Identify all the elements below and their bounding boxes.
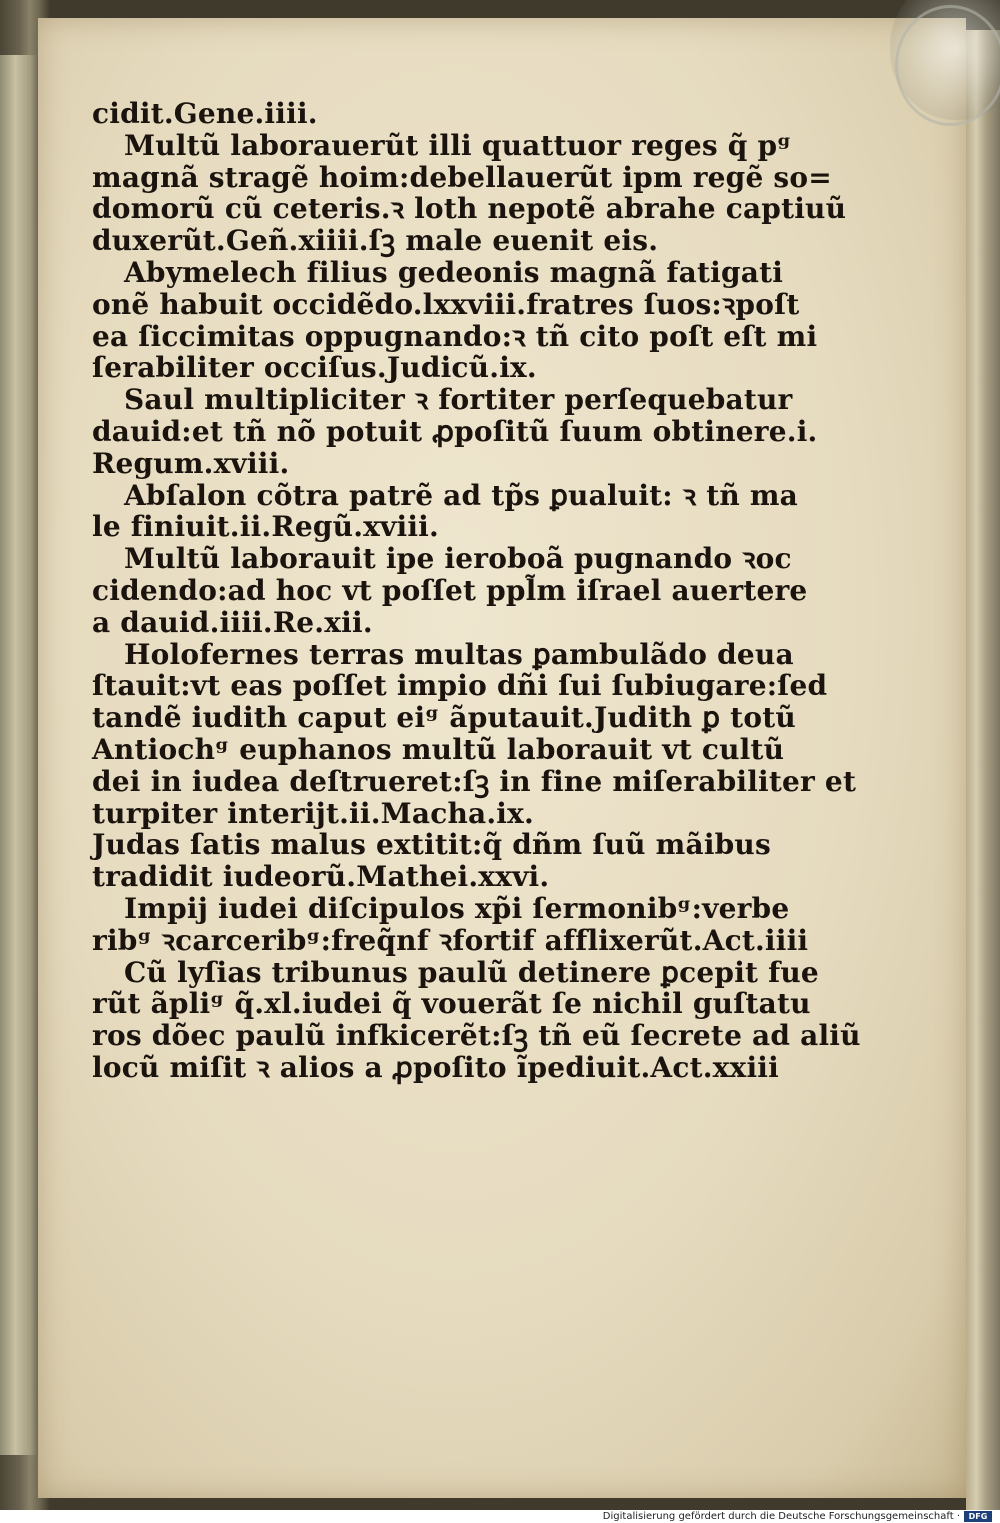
text-line: duxerũt.Geñ.xiiii.ſꝫ male euenit eis. (92, 224, 659, 258)
left-page-edge (0, 55, 38, 1455)
text-line: ribᵍ ꝛcarceribᵍ:freq̃nf ꝛfortif afflixerũt.Act.iiii (92, 923, 809, 957)
right-page-edge (966, 30, 1000, 1510)
text-line: Judas ſatis malus extitit:q̃ dñm ſuũ mãibus (92, 828, 771, 862)
text-line: cidit.Gene.iiii. (92, 97, 318, 130)
dfg-logo-icon: DFG (964, 1511, 992, 1522)
text-line: ea ſiccimitas oppugnando:ꝛ tñ cito poſt eſt mi (92, 319, 818, 353)
footer-credit: Digitalisierung gefördert durch die Deutsche Forschungsgemeinschaft · (602, 1511, 960, 1522)
text-line: Antiochᵍ euphanos multũ laborauit vt cultũ (92, 732, 785, 766)
text-line: a dauid.iiii.Re.xii. (92, 605, 373, 639)
text-line: Multũ laborauit ipe ieroboã pugnando ꝛoc (124, 542, 792, 576)
text-line: Cũ lyſias tribunus paulũ detinere ꝑcepit fue (124, 955, 819, 989)
text-line: Saul multipliciter ꝛ fortiter perſequebatur (124, 383, 793, 417)
text-line: Abſalon cõtra patrẽ ad tp̃s ꝑualuit: ꝛ tñ ma (124, 478, 799, 512)
text-line: ſerabiliter occiſus.Judicũ.ix. (92, 351, 537, 385)
text-line: le finiuit.ii.Regũ.xviii. (92, 510, 439, 544)
footer-bar (0, 1510, 1000, 1523)
text-line: tandẽ iudith caput eiᵍ ãputauit.Judith ꝑ totũ (92, 701, 796, 735)
text-line: locũ miſit ꝛ alios a ꝓpoſito ĩpediuit.Act.xxiii (92, 1050, 779, 1084)
text-line: domorũ cũ ceteris.ꝛ loth nepotẽ abrahe captiuũ (92, 192, 847, 226)
text-line: dauid:et tñ nõ potuit ꝓpoſitũ ſuum obtinere.i. (92, 414, 818, 448)
text-line: dei in iudea deſtrueret:ſꝫ in fine miſerabiliter et (92, 764, 857, 798)
text-line: rũt ãpliᵍ q̃.xl.iudei q̃ vouerãt ſe nichil guſtatu (92, 987, 811, 1021)
text-line: Holofernes terras multas ꝑambulãdo deua (124, 637, 794, 671)
text-line: onẽ habuit occidẽdo.lxxviii.fratres ſuos:ꝛpoſt (92, 287, 800, 321)
page-text-block (92, 97, 861, 1084)
text-line: magnã stragẽ hoim:debellauerũt ipm regẽ so= (92, 160, 832, 194)
text-line: Impij iudei diſcipulos xp̃i ſermonibᵍ:verbe (124, 891, 790, 925)
text-line: turpiter interijt.ii.Macha.ix. (92, 796, 534, 830)
text-line: Regum.xviii. (92, 446, 290, 480)
text-line: tradidit iudeorũ.Mathei.xxvi. (92, 860, 550, 894)
text-line: Abymelech filius gedeonis magnã fatigati (124, 255, 784, 289)
text-line: cidendo:ad hoc vt poſſet ppl̃m iſrael auertere (92, 573, 808, 607)
text-line: ſtauit:vt eas poſſet impio dñi ſui ſubiugare:ſed (92, 669, 828, 703)
clasp-ring (895, 5, 1000, 126)
text-line: Multũ laborauerũt illi quattuor reges q̃ pᵍ (124, 128, 792, 162)
text-line: ros dõec paulũ infkicerẽt:ſꝫ tñ eũ ſecrete ad aliũ (92, 1019, 861, 1053)
